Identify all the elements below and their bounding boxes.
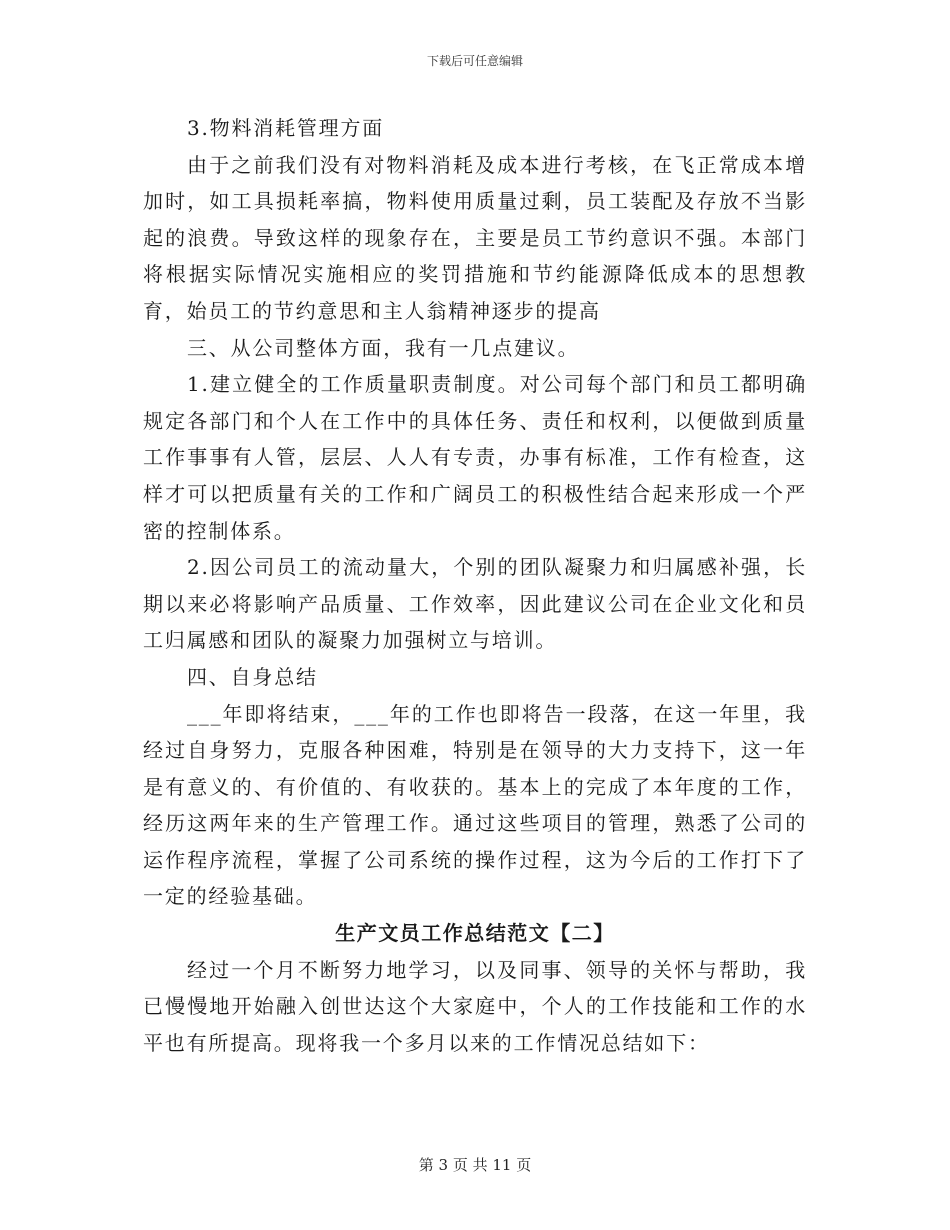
paragraph-staff-turnover: 2.因公司员工的流动量大，个别的团队凝聚力和归属感补强，长期以来必将影响产品质量、工作效率，因此建议公司在企业文化和员工归属感和团队的凝聚力加强树立与培训。 [143,555,807,653]
section-heading-suggestions: 三、从公司整体方面，我有一几点建议。 [187,335,580,360]
paragraph-self-summary: ___年即将结束，___年的工作也即将告一段落，在这一年里，我经过自身努力，克服各种困难，特别是在领导的大力支持下，这一年是有意义的、有价值的、有收获的。基本上的完成了本年度的工作，经历这两年来的生产管理工作。通过这些项目的管理，熟悉了公司的运作程序流程，掌握了公司系统的操作过程，这为今后的工作打下了一定的经验基础。 [143,701,807,909]
page-header-note: 下载后可任意编辑 [426,54,523,68]
paragraph-quality-system: 1.建立健全的工作质量职责制度。对公司每个部门和员工都明确规定各部门和个人在工作中的具体任务、责任和权利，以便做到质量工作事事有人管，层层、人人有专责，办事有标准，工作有检查，这样才可以把质量有关的工作和广阔员工的积极性结合起来形成一个严密的控制体系。 [143,372,807,543]
section-heading-material: 3.物料消耗管理方面 [187,116,385,140]
document-section-title: 生产文员工作总结范文【二】 [335,921,615,946]
paragraph-material-consumption: 由于之前我们没有对物料消耗及成本进行考核，在飞正常成本增加时，如工具损耗率搞，物料使用质量过剩，员工装配及存放不当影起的浪费。导致这样的现象存在，主要是员工节约意识不强。本部门将根据实际情况实施相应的奖罚措施和节约能源降低成本的思想教育，始员工的节约意思和主人翁精神逐步的提高 [143,152,807,323]
section-heading-self-summary: 四、自身总结 [187,664,318,689]
document-body [143,110,807,1061]
paragraph-second-intro: 经过一个月不断努力地学习，以及同事、领导的关怀与帮助，我已慢慢地开始融入创世达这个大家庭中，个人的工作技能和工作的水平也有所提高。现将我一个多月以来的工作情况总结如下： [143,957,807,1055]
page-number-footer: 第 3 页 共 11 页 [418,1156,532,1174]
